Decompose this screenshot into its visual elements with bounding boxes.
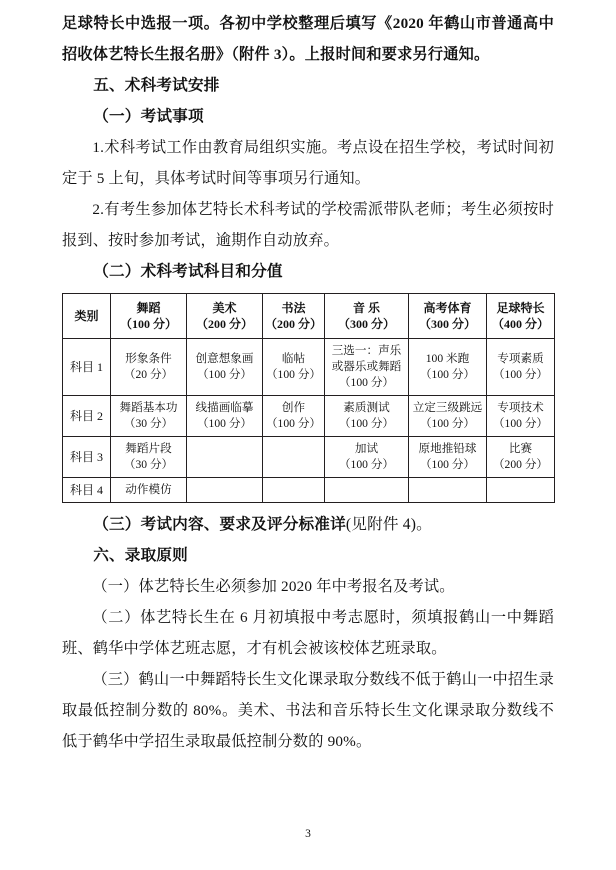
paragraph-admission-rule-2: （二）体艺特长生在 6 月初填报中考志愿时，须填报鹤山一中舞蹈班、鹤华中学体艺班志愿，才有机会被该校体艺班录取。 bbox=[62, 609, 554, 657]
table-cell: 创意想象画 （100 分） bbox=[187, 339, 263, 396]
heading-bold-part: （三）考试内容、要求及评分标准详 bbox=[93, 516, 346, 533]
paragraph-exam-item-1: 1.术科考试工作由教育局组织实施。考点设在招生学校，考试时间初定于 5 上旬，具体考试时间等事项另行通知。 bbox=[62, 139, 554, 187]
table-cell: 100 米跑 （100 分） bbox=[409, 339, 487, 396]
subsection-heading-exam-items: （一）考试事项 bbox=[93, 108, 204, 125]
table-cell bbox=[409, 478, 487, 503]
page-content bbox=[62, 8, 554, 757]
table-col-header-football: 足球特长 （400 分） bbox=[487, 294, 555, 339]
table-cell bbox=[187, 478, 263, 503]
table-row bbox=[63, 396, 555, 437]
paragraph-admission-rule-3: （三）鹤山一中舞蹈特长生文化课录取分数线不低于鹤山一中招生录取最低控制分数的 80%。美术、书法和音乐特长生文化课录取分数线不低于鹤华中学招生录取最低控制分数的 90%。 bbox=[62, 671, 555, 750]
table-cell bbox=[325, 478, 409, 503]
table-cell bbox=[263, 478, 325, 503]
table-cell: 素质测试 （100 分） bbox=[325, 396, 409, 437]
table-cell bbox=[263, 437, 325, 478]
table-cell: 专项素质 （100 分） bbox=[487, 339, 555, 396]
table-cell bbox=[487, 478, 555, 503]
table-cell: 临帖 （100 分） bbox=[263, 339, 325, 396]
table-row bbox=[63, 339, 555, 396]
table-col-header-dance: 舞蹈 （100 分） bbox=[111, 294, 187, 339]
table-cell: 专项技术 （100 分） bbox=[487, 396, 555, 437]
score-table bbox=[62, 293, 555, 503]
score-table-wrapper bbox=[62, 293, 554, 503]
table-cell: 原地推铅球 （100 分） bbox=[409, 437, 487, 478]
subsection-heading-exam-content bbox=[62, 509, 554, 540]
table-cell: 比赛 （200 分） bbox=[487, 437, 555, 478]
table-cell: 加试 （100 分） bbox=[325, 437, 409, 478]
table-cell: 线描画临摹 （100 分） bbox=[187, 396, 263, 437]
table-header-row bbox=[63, 294, 555, 339]
table-col-header-fine-art: 美术 （200 分） bbox=[187, 294, 263, 339]
table-cell: 动作模仿 bbox=[111, 478, 187, 503]
table-cell: 形象条件 （20 分） bbox=[111, 339, 187, 396]
table-cell: 立定三级跳远 （100 分） bbox=[409, 396, 487, 437]
table-col-header-calligraphy: 书法 （200 分） bbox=[263, 294, 325, 339]
table-cell: 三选一：声乐 或器乐或舞蹈 （100 分） bbox=[325, 339, 409, 396]
subsection-heading-subjects-scores: （二）术科考试科目和分值 bbox=[93, 263, 283, 280]
table-col-header-category: 类别 bbox=[63, 294, 111, 339]
page-number: 3 bbox=[305, 828, 311, 840]
heading-normal-part: (见附件 4)。 bbox=[345, 516, 432, 533]
table-cell bbox=[187, 437, 263, 478]
table-row-label: 科目 2 bbox=[63, 396, 111, 437]
paragraph-lead bbox=[62, 8, 554, 70]
paragraph-admission-rule-1: （一）体艺特长生必须参加 2020 年中考报名及考试。 bbox=[92, 578, 455, 595]
table-row bbox=[63, 478, 555, 503]
table-row-label: 科目 3 bbox=[63, 437, 111, 478]
section-heading-6: 六、录取原则 bbox=[93, 547, 188, 564]
table-col-header-pe: 高考体育 （300 分） bbox=[409, 294, 487, 339]
table-col-header-music: 音 乐 （300 分） bbox=[325, 294, 409, 339]
table-cell: 舞蹈片段 （30 分） bbox=[111, 437, 187, 478]
table-row-label: 科目 4 bbox=[63, 478, 111, 503]
table-cell: 创作 （100 分） bbox=[263, 396, 325, 437]
table-cell: 舞蹈基本功 （30 分） bbox=[111, 396, 187, 437]
paragraph-lead-bold: 足球特长中选报一项。各初中学校整理后填写《2020 年鹤山市普通高中招收体艺特长生报名册》（附件 3）。上报时间和要求另行通知。 bbox=[62, 15, 554, 63]
section-heading-5: 五、术科考试安排 bbox=[93, 77, 220, 94]
table-row-label: 科目 1 bbox=[63, 339, 111, 396]
paragraph-exam-item-2: 2.有考生参加体艺特长术科考试的学校需派带队老师；考生必须按时报到、按时参加考试，逾期作自动放弃。 bbox=[62, 201, 554, 249]
table-row bbox=[63, 437, 555, 478]
